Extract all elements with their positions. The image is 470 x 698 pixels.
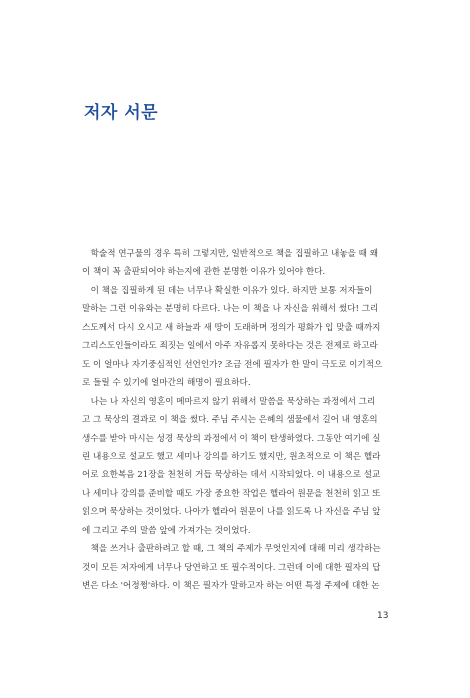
text-line: 스도께서 다시 오시고 새 하늘과 새 땅이 도래하며 정의가 평화가 입 맞출 때까지 xyxy=(82,322,381,333)
chapter-heading: 저자 서문 xyxy=(84,103,159,123)
text-line: 로 들릴 수 있기에 얼마간의 해명이 필요하다. xyxy=(82,378,251,389)
paragraph xyxy=(82,540,393,595)
text-line: 고 그 묵상의 결과로 이 책을 썼다. 주님 주시는 은혜의 샘물에서 길어 내 영혼의 xyxy=(82,415,378,426)
text-line: 말하는 그런 이유와는 분명히 다르다. 나는 이 책을 나 자신을 위해서 썼다! 그리 xyxy=(82,304,379,315)
paragraph xyxy=(82,393,393,541)
body-text xyxy=(82,245,393,596)
text-line: 것이 모든 저자에게 너무나 당연하고 또 필수적이다. 그런데 이에 대한 필자의 답 xyxy=(82,562,381,573)
text-line: 나 세미나 강의를 준비할 때도 가장 중요한 작업은 헬라어 원문을 천천히 읽고 또 xyxy=(82,488,381,499)
text-line: 이 책이 꼭 출판되어야 하는지에 관한 분명한 이유가 있어야 한다. xyxy=(82,267,326,278)
text-line: 생수를 받아 마시는 성경 묵상의 과정에서 이 책이 탄생하였다. 그동안 여기에 실 xyxy=(82,433,381,444)
text-line: 어로 요한복음 21장을 천천히 거듭 묵상하는 데서 시작되었다. 이 내용으로 설교 xyxy=(82,470,381,481)
text-line: 읽으며 묵상하는 것이었다. 나아가 헬라어 원문이 나를 읽도록 나 자신을 주님 앞 xyxy=(82,507,381,518)
text-line: 변은 다소 '어정쩡'하다. 이 책은 필자가 말하고자 하는 어떤 특정 주제에 대한 논 xyxy=(82,581,380,592)
paragraph xyxy=(82,245,393,282)
text-line: 그리스도인들이라도 죄짓는 일에서 아주 자유롭지 못하다는 것은 전제로 하고라 xyxy=(82,341,378,352)
text-line: 학술적 연구물의 경우 특히 그렇지만, 일반적으로 책을 집필하고 내놓을 때 왜 xyxy=(82,249,378,259)
text-line: 책을 쓰거나 출판하려고 할 때, 그 책의 주제가 무엇인지에 대해 미리 생각하는 xyxy=(82,544,381,555)
text-line: 린 내용으로 설교도 했고 세미나 강의를 하기도 했지만, 원초적으로 이 책은 헬라 xyxy=(82,451,381,462)
text-line: 이 책을 집필하게 된 데는 너무나 확실한 이유가 있다. 하지만 보통 저자들이 xyxy=(82,285,373,296)
text-line: 에 그리고 주의 말씀 앞에 가져가는 것이었다. xyxy=(82,525,251,536)
text-line: 도 이 얼마나 자기중심적인 선언인가? 조금 전에 필자가 한 말이 극도로 이기적으 xyxy=(82,359,383,370)
paragraph xyxy=(82,282,393,393)
page-number: 13 xyxy=(377,611,389,621)
text-line: 나는 나 자신의 영혼이 메마르지 않기 위해서 말씀을 묵상하는 과정에서 그리 xyxy=(82,396,376,407)
